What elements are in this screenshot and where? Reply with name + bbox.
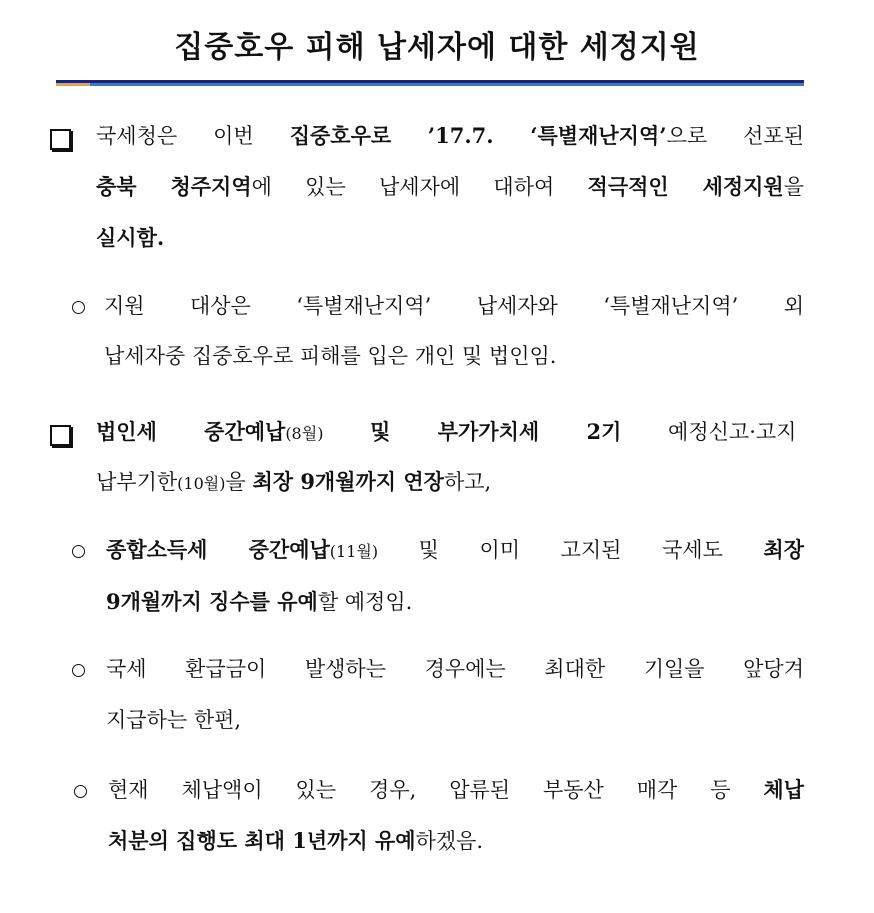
text-run-group	[106, 537, 804, 565]
text-run-group	[104, 343, 556, 369]
text-run-group	[108, 777, 804, 803]
text-line	[106, 707, 241, 733]
body-text: 국세청은 이번	[96, 124, 290, 148]
emphasis-text: 종합소득세 중간예납	[106, 537, 330, 562]
body-text: 에 있는 납세자에 대하여	[251, 175, 588, 199]
circle-bullet-icon	[72, 301, 85, 314]
text-line	[108, 828, 483, 854]
title-underline	[56, 80, 804, 86]
emphasis-text: 실시함.	[96, 225, 165, 250]
emphasis-text: 최장	[763, 537, 804, 562]
emphasis-text: 처분의 집행도 최대 1년까지 유예	[108, 828, 416, 853]
text-line	[104, 293, 804, 319]
month-note: (8월)	[285, 424, 324, 443]
body-text: 을	[783, 175, 805, 199]
emphasis-text: 체납	[763, 777, 804, 802]
title-underline-orange	[56, 83, 90, 86]
text-run-group	[96, 174, 804, 200]
body-text	[323, 420, 370, 444]
body-text: 현재 체납액이 있는 경우, 압류된 부동산 매각 등	[108, 778, 764, 802]
body-text: 예정신고·고지	[621, 420, 797, 444]
body-text: 지급하는 한편,	[106, 708, 242, 732]
text-run-group	[96, 225, 164, 251]
text-run-group	[108, 828, 483, 854]
emphasis-text: 집중호우로 ’17.7. ‘특별재난지역’	[289, 123, 667, 148]
emphasis-text: 적극적인 세정지원	[587, 174, 784, 199]
body-text: 으로 선포된	[666, 124, 804, 148]
circle-bullet-icon	[72, 545, 85, 558]
text-line	[106, 656, 804, 682]
text-run-group	[106, 656, 804, 682]
text-run-group	[96, 123, 804, 149]
emphasis-text: 충북 청주지역	[96, 174, 252, 199]
circle-bullet-icon	[74, 785, 87, 798]
month-note: (11월)	[329, 542, 379, 561]
checkbox-bullet-icon	[50, 425, 71, 446]
emphasis-text: 및 부가가치세 2기	[370, 419, 622, 444]
text-line	[106, 589, 412, 615]
body-text: 국세 환급금이 발생하는 경우에는 최대한 기일을 앞당겨	[106, 657, 804, 681]
emphasis-text: 9개월까지 징수를 유예	[106, 589, 318, 614]
checkbox-bullet-icon	[50, 129, 71, 150]
body-text: 할 예정임.	[317, 590, 413, 614]
emphasis-text: 법인세 중간예납	[96, 419, 286, 444]
document-title: 집중호우 피해 납세자에 대한 세정지원	[174, 30, 700, 65]
body-text: 지원 대상은 ‘특별재난지역’ 납세자와 ‘특별재난지역’ 외	[104, 294, 804, 318]
text-line	[96, 174, 804, 200]
text-line	[104, 343, 556, 369]
text-run-group	[104, 293, 804, 319]
title-underline-blue	[90, 83, 804, 86]
emphasis-text: 최장 9개월까지 연장	[252, 469, 444, 494]
body-text: 납세자중 집중호우로 피해를 입은 개인 및 법인임.	[104, 344, 557, 368]
body-text: 하고,	[443, 470, 492, 494]
text-line	[96, 123, 804, 149]
text-run-group	[96, 469, 491, 497]
text-run-group	[96, 419, 796, 447]
body-text: 하겠음.	[415, 829, 484, 853]
text-run-group	[106, 589, 412, 615]
circle-bullet-icon	[72, 664, 85, 677]
body-text: 및 이미 고지된 국세도	[378, 538, 764, 562]
text-line	[96, 469, 491, 497]
body-text: 납부기한	[96, 470, 178, 494]
text-line	[108, 777, 804, 803]
text-line	[96, 419, 804, 447]
text-line	[106, 537, 804, 565]
text-run-group	[106, 707, 241, 733]
body-text: 을	[225, 470, 253, 494]
text-line	[96, 225, 164, 251]
month-note: (10월)	[177, 474, 226, 493]
